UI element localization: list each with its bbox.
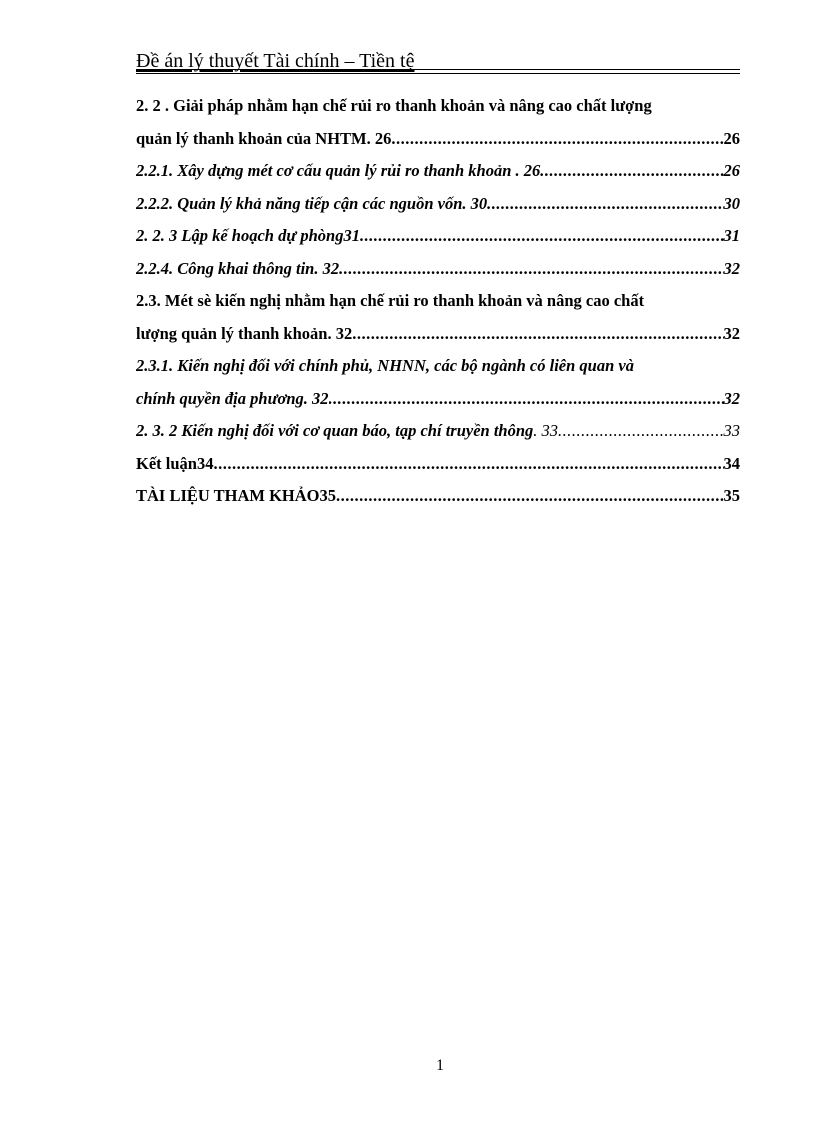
toc-page-number: 32 [723, 388, 740, 408]
toc-entry-text: quản lý thanh khoản của NHTM. 26 [136, 128, 392, 148]
header-rule-thick [136, 73, 740, 74]
toc-entry-tail: . 33 [533, 421, 559, 440]
toc-page-number: 35 [723, 486, 740, 505]
toc-entry-ket-luan[interactable] [136, 448, 740, 481]
toc-entry-text: 2. 2. 3 Lập kế hoạch dự phòng31 [136, 226, 360, 245]
toc-entry-2-3-1-line1[interactable] [136, 350, 740, 383]
toc-entry-text: lượng quản lý thanh khoản. 32 [136, 323, 353, 343]
toc-entry-text: chính quyền địa phương. 32 [136, 388, 329, 408]
toc-entry-2-3-1-line2[interactable] [136, 383, 740, 416]
toc-page-number: 26 [723, 161, 740, 180]
toc-page-number: 26 [723, 128, 740, 148]
toc-entry-text: 2.2.4. Công khai thông tin. 32 [136, 258, 340, 278]
toc-page-number: 30 [723, 193, 740, 213]
toc-dot-leader [352, 318, 723, 351]
toc-page-number: 32 [723, 258, 740, 278]
toc-entry-text: 2.2.2. Quản lý khả năng tiếp cận các nguồn vốn. 30 [136, 193, 488, 213]
toc-entry-tai-lieu[interactable] [136, 480, 740, 513]
toc-entry-text: 2. 3. 2 Kiến nghị đối với cơ quan báo, tạp chí truyền thông [136, 421, 534, 440]
toc-entry-2-2-2[interactable] [136, 188, 740, 221]
toc-entry-2-2-4[interactable] [136, 253, 740, 286]
toc-entry-2-2-line2[interactable] [136, 123, 740, 156]
toc-page-number: 31 [723, 226, 740, 245]
toc-page-number: 33 [723, 421, 740, 440]
toc-entry-text: 2.3.1. Kiến nghị đối với chính phủ, NHNN, các bộ ngành có liên quan và [136, 356, 634, 375]
toc-entry-2-3-2[interactable] [136, 415, 740, 448]
toc-entry-text: TÀI LIỆU THAM KHẢO35 [136, 486, 337, 505]
toc-entry-2-2-1[interactable] [136, 155, 740, 188]
toc-dot-leader [213, 448, 723, 481]
page-number: 1 [436, 1057, 444, 1074]
toc-entry-2-2-3[interactable] [136, 220, 740, 253]
toc-entry-2-2-line1[interactable] [136, 90, 740, 123]
toc-entry-2-3-line1[interactable] [136, 285, 740, 318]
header-title: Đề án lý thuyết Tài chính – Tiền tệ [136, 50, 415, 72]
toc-entry-text: 2. 2 . Giải pháp nhằm hạn chế rủi ro thanh khoản và nâng cao chất lượng [136, 96, 652, 115]
toc-entry-text: 2.3. Mét sè kiến nghị nhằm hạn chế rủi ro thanh khoản và nâng cao chất [136, 291, 645, 310]
toc-page-number: 32 [723, 323, 740, 343]
toc-dot-leader [339, 253, 723, 286]
header-rule-thin [136, 69, 740, 70]
toc-dot-leader [487, 188, 723, 221]
toc-entry-text: Kết luận34 [136, 453, 214, 473]
toc-dot-leader [540, 155, 723, 188]
toc-dot-leader [558, 415, 723, 448]
toc-dot-leader [329, 383, 724, 416]
toc-page-number: 34 [723, 453, 740, 473]
page-header [136, 49, 740, 75]
toc-entry-text: 2.2.1. Xây dựng mét cơ cấu quản lý rủi ro thanh khoản . 26 [136, 161, 541, 180]
toc-dot-leader [336, 480, 723, 513]
toc-dot-leader [391, 123, 723, 156]
toc-entry-2-3-line2[interactable] [136, 318, 740, 351]
table-of-contents [136, 90, 740, 513]
toc-dot-leader [360, 220, 724, 253]
